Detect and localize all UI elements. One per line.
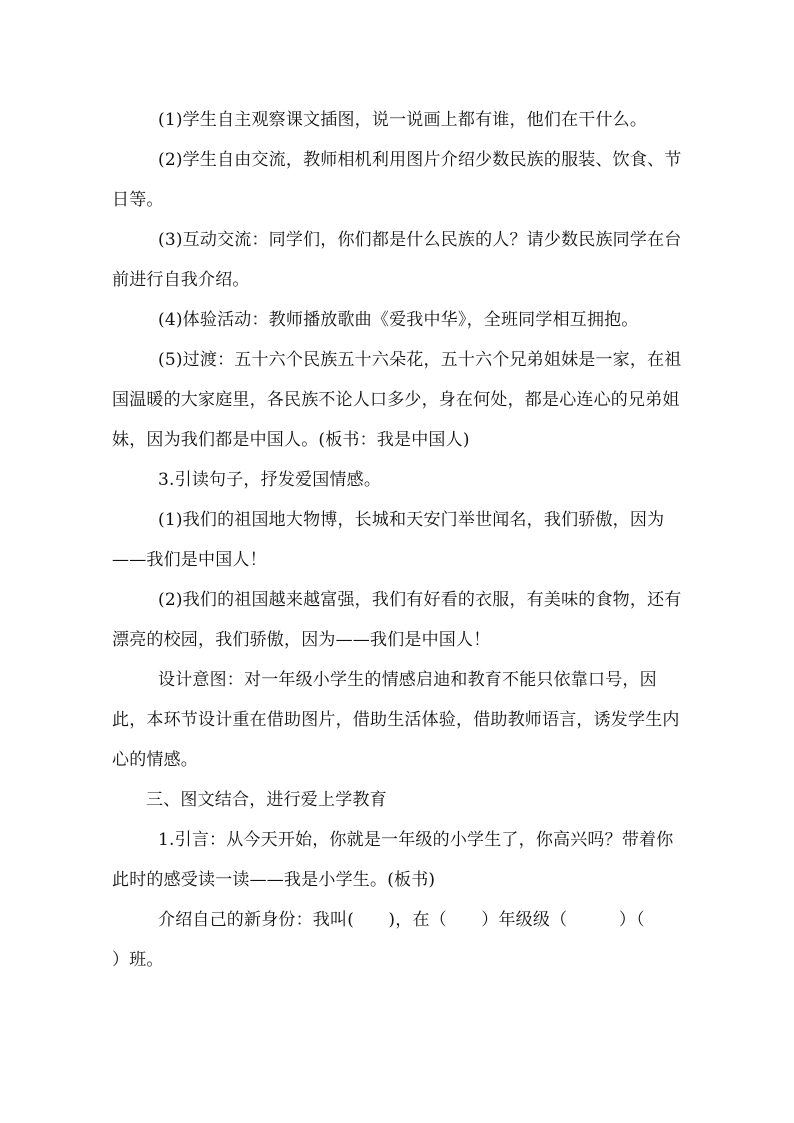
paragraph-motherland-vast: (1)我们的祖国地大物博，长城和天安门举世闻名，我们骄傲，因为——我们是中国人！ xyxy=(112,510,665,570)
section-heading-three: 三、图文结合，进行爱上学教育 xyxy=(146,790,387,810)
paragraph-transition: (5)过渡：五十六个民族五十六朵花，五十六个兄弟姐妹是一家，在祖国温暖的大家庭里，各民族不论人口多少，身在何处，都是心连心的兄弟姐妹，因为我们都是中国人。(板书：我是中国人) xyxy=(112,350,682,450)
paragraph-new-identity: 介绍自己的新身份：我叫( )，在（ ）年级级（ ）（ ）班。 xyxy=(112,910,680,970)
paragraph-motherland-prosperous: (2)我们的祖国越来越富强，我们有好看的衣服，有美味的食物，还有漂亮的校园，我们骄傲，因为——我们是中国人！ xyxy=(112,590,682,650)
paragraph-introduction: 1.引言：从今天开始，你就是一年级的小学生了，你高兴吗？带着你此时的感受读一读——我是小学生。(板书) xyxy=(112,830,674,890)
paragraph-experience-activity: (4)体验活动：教师播放歌曲《爱我中华》，全班同学相互拥抱。 xyxy=(158,310,639,330)
paragraph-free-exchange: (2)学生自由交流，教师相机利用图片介绍少数民族的服装、饮食、节日等。 xyxy=(112,150,682,210)
paragraph-observe-illustration: (1)学生自主观察课文插图，说一说画上都有谁，他们在干什么。 xyxy=(158,110,648,130)
document-body xyxy=(112,100,682,980)
paragraph-design-intent: 设计意图：对一年级小学生的情感启迪和教育不能只依靠口号，因此，本环节设计重在借助图片，借助生活体验，借助教师语言，诱发学生内心的情感。 xyxy=(112,670,680,770)
paragraph-interactive-exchange: (3)互动交流：同学们，你们都是什么民族的人？请少数民族同学在台前进行自我介绍。 xyxy=(112,230,682,290)
paragraph-section-guided-reading: 3.引读句子，抒发爱国情感。 xyxy=(158,470,382,490)
